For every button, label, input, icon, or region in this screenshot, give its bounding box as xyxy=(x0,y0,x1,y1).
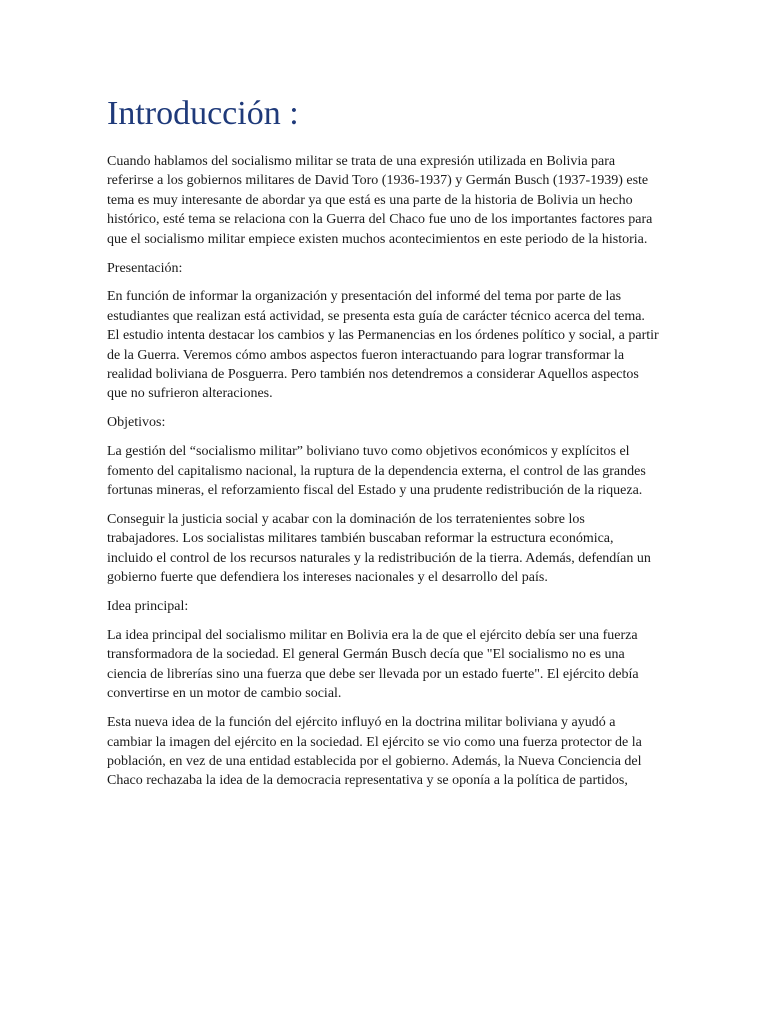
page-title: Introducción : xyxy=(107,95,299,132)
section-heading-objetivos: Objetivos: xyxy=(107,415,166,431)
idea-paragraph-1: La idea principal del socialismo militar en Bolivia era la de que el ejército debía ser una fuerza transformadora de la sociedad. El general Germán Busch decía que "El socialismo no es una ciencia de librerías sino una fuerza que debe ser llevada por un estado fuerte". El ejército debía convertirse en un motor de cambio social. xyxy=(107,628,639,702)
idea-paragraph-2: Esta nueva idea de la función del ejército influyó en la doctrina militar boliviana y ayudó a cambiar la imagen del ejército en la sociedad. El ejército se vio como una fuerza protector de la población, en vez de una entidad establecida por el gobierno. Además, la Nueva Conciencia del Chaco rechazaba la idea de la democracia representativa y se oponía a la política de partidos, xyxy=(107,715,642,789)
objetivos-paragraph-1: La gestión del “socialismo militar” boliviano tuvo como objetivos económicos y explícitos el fomento del capitalismo nacional, la ruptura de la dependencia externa, el control de las grandes fortunas mineras, el reforzamiento fiscal del Estado y una prudente redistribución de la riqueza. xyxy=(107,444,646,499)
document-page xyxy=(107,92,659,800)
presentacion-paragraph: En función de informar la organización y presentación del informé del tema por parte de las estudiantes que realizan está actividad, se presenta esta guía de carácter técnico acerca del tema. El estudio intenta destacar los cambios y las Permanencias en los órdenes político y social, a partir de la Guerra. Veremos cómo ambos aspectos fueron interactuando para lograr transformar la realidad boliviana de Posguerra. Pero también nos detendremos a considerar Aquellos aspectos que no sufrieron alteraciones. xyxy=(107,289,659,402)
intro-paragraph: Cuando hablamos del socialismo militar se trata de una expresión utilizada en Bolivia para referirse a los gobiernos militares de David Toro (1936-1937) y Germán Busch (1937-1939) este tema es muy interesante de abordar ya que está es una parte de la historia de Bolivia un hecho histórico, esté tema se relaciona con la Guerra del Chaco fue uno de los importantes factores para que el socialismo militar empiece existen muchos acontecimientos en este periodo de la historia. xyxy=(107,154,653,247)
objetivos-paragraph-2: Conseguir la justicia social y acabar con la dominación de los terratenientes sobre los trabajadores. Los socialistas militares también buscaban reformar la estructura económica, incluido el control de los recursos naturales y la redistribución de la tierra. Además, defendían un gobierno fuerte que defendiera los intereses nacionales y el desarrollo del país. xyxy=(107,512,651,586)
section-heading-idea-principal: Idea principal: xyxy=(107,599,189,615)
section-heading-presentacion: Presentación: xyxy=(107,260,183,276)
